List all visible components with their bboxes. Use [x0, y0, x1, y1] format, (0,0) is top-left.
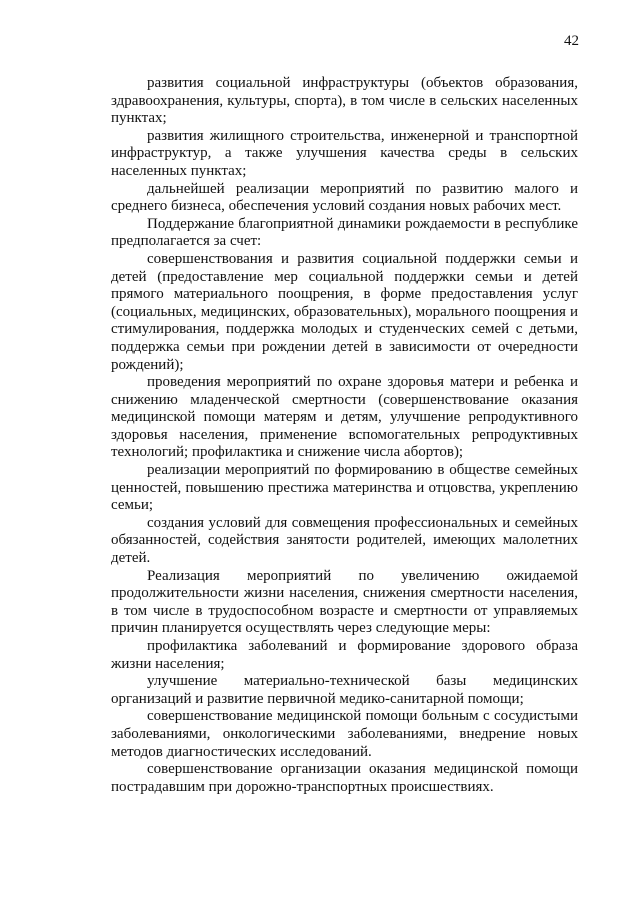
paragraph-family-values: реализации мероприятий по формированию в обществе семейных ценностей, повышению престижа материнства и отцовства, укреплению семьи; [111, 462, 578, 514]
paragraph-social-infrastructure: развития социальной инфраструктуры (объектов образования, здравоохранения, культуры, спорта), в том числе в сельских населенных пунктах; [111, 75, 578, 127]
paragraph-housing-construction: развития жилищного строительства, инженерной и транспортной инфраструктур, а также улучшения качества среды в сельских населенных пунктах; [111, 127, 578, 179]
paragraph-disease-prevention: профилактика заболеваний и формирование здорового образа жизни населения; [111, 638, 578, 672]
paragraph-vascular-oncology-care: совершенствование медицинской помощи больным с сосудистыми заболеваниями, онкологическими заболеваниями, внедрение новых методов диагностических исследований. [111, 708, 578, 760]
document-body [111, 75, 578, 796]
paragraph-family-support: совершенствования и развития социальной поддержки семьи и детей (предоставление мер социальной поддержки семьи и детей прямого материального поощрения, в форме предоставления услуг (социальных, медицинских, образовательных), морального поощрения и стимулирования, поддержка молодых и студенческих семей с детьми, поддержка семьи при рождении детей в зависимости от очередности рождений); [111, 250, 578, 373]
paragraph-traffic-accident-care: совершенствование организации оказания медицинской помощи пострадавшим при дорожно-транспортных происшествиях. [111, 761, 578, 795]
paragraph-life-expectancy-intro: Реализация мероприятий по увеличению ожидаемой продолжительности жизни населения, снижения смертности населения, в том числе в трудоспособном возрасте и смертности от управляемых причин планируется осуществлять через следующие меры: [111, 567, 578, 637]
paragraph-work-family-balance: создания условий для совмещения профессиональных и семейных обязанностей, содействия занятости родителей, имеющих малолетних детей. [111, 514, 578, 567]
paragraph-small-business: дальнейшей реализации мероприятий по развитию малого и среднего бизнеса, обеспечения условий создания новых рабочих мест. [111, 180, 578, 215]
page-number: 42 [564, 33, 579, 49]
paragraph-medical-facilities: улучшение материально-технической базы медицинских организаций и развитие первичной медико-санитарной помощи; [111, 673, 578, 707]
paragraph-mother-child-health: проведения мероприятий по охране здоровья матери и ребенка и снижению младенческой смертности (совершенствование оказания медицинской помощи матерям и детям, улучшение репродуктивного здоровья населения, применение вспомогательных репродуктивных технологий; профилактика и снижение числа абортов); [111, 374, 578, 461]
paragraph-birth-rate-intro: Поддержание благоприятной динамики рождаемости в республике предполагается за счет: [111, 215, 578, 250]
